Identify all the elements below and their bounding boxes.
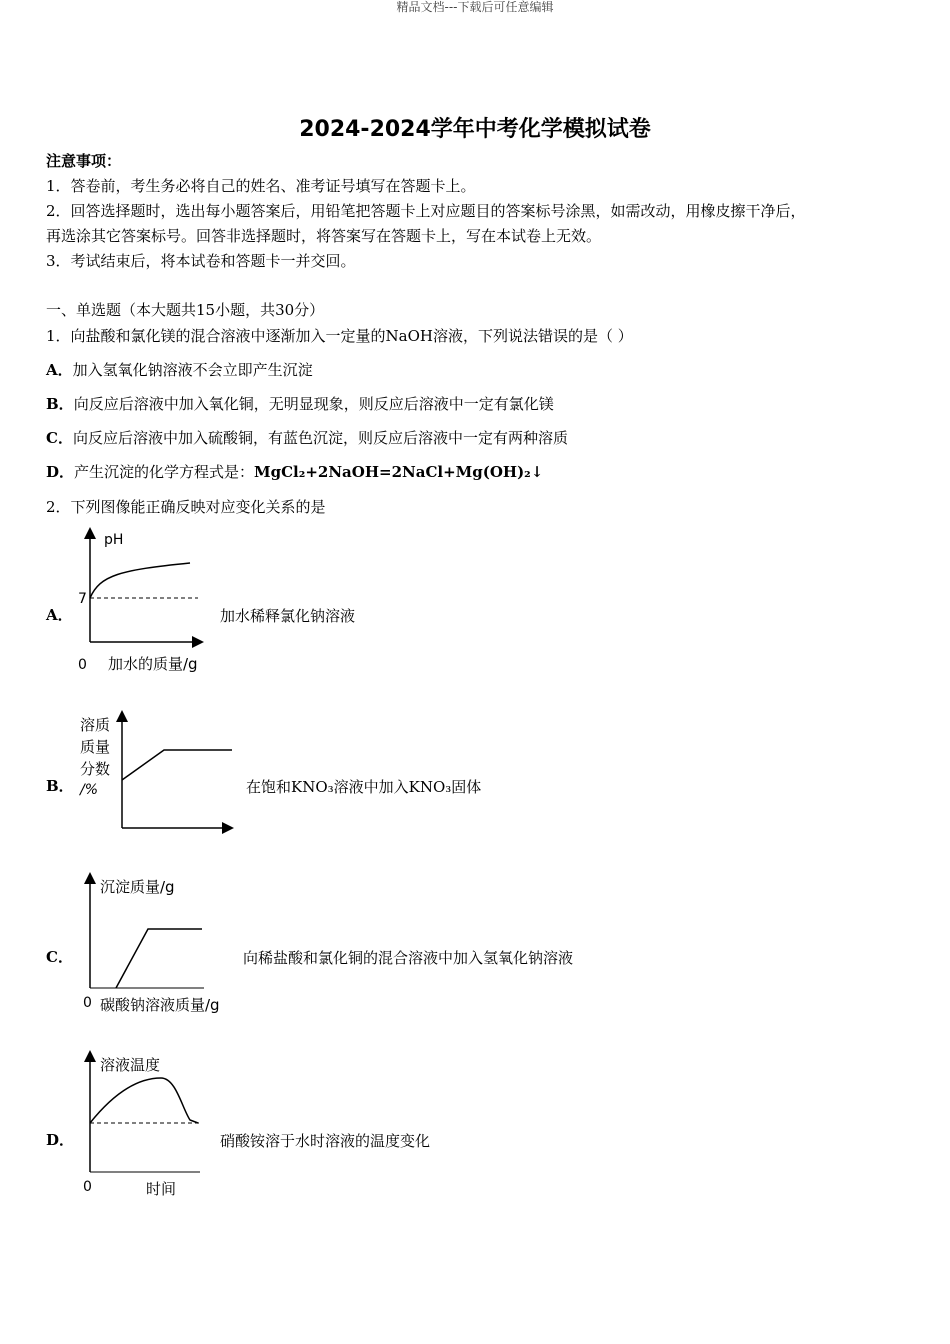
q2-stem: 2．下列图像能正确反映对应变化关系的是 bbox=[46, 498, 326, 516]
q1-option-a bbox=[46, 360, 313, 380]
q2-option-a-caption: 加水稀释氯化钠溶液 bbox=[220, 607, 356, 625]
x-axis-label: 碳酸钠溶液质量/g bbox=[100, 996, 220, 1014]
option-text: 产生沉淀的化学方程式是： bbox=[74, 463, 255, 481]
notice-item-2: 2．回答选择题时，选出每小题答案后，用铅笔把答题卡上对应题目的答案标号涂黑，如需改动，用橡皮擦干净后， bbox=[46, 202, 806, 220]
notice-heading: 注意事项： bbox=[46, 152, 122, 170]
ref-label: 7 bbox=[78, 591, 87, 607]
origin-label: 0 bbox=[83, 1179, 92, 1195]
y-axis-label-line-3: 分数 bbox=[80, 760, 111, 778]
option-text: 加入氢氧化钠溶液不会立即产生沉淀 bbox=[72, 361, 313, 379]
option-letter: B． bbox=[46, 395, 74, 413]
chemical-equation: MgCl₂+2NaOH=2NaCl+Mg(OH)₂↓ bbox=[254, 463, 544, 481]
origin-label: 0 bbox=[78, 657, 87, 673]
q1-option-c bbox=[46, 428, 568, 448]
q1-option-b bbox=[46, 394, 554, 414]
y-axis-label: pH bbox=[104, 532, 124, 548]
option-text: 向反应后溶液中加入硫酸铜，有蓝色沉淀，则反应后溶液中一定有两种溶质 bbox=[72, 429, 568, 447]
page-header: 精品文档---下载后可任意编辑 bbox=[396, 0, 554, 14]
q2-option-d-caption: 硝酸铵溶于水时溶液的温度变化 bbox=[220, 1132, 431, 1150]
q2-option-b-letter: B． bbox=[46, 777, 74, 795]
y-axis-label-line-4: /% bbox=[80, 782, 99, 798]
q2-graph-d bbox=[76, 1048, 221, 1203]
section-heading: 一、单选题（本大题共15小题，共30分） bbox=[46, 301, 325, 319]
y-axis-label-line-1: 溶质 bbox=[80, 716, 111, 734]
q2-graph-a bbox=[70, 525, 220, 680]
q1-stem: 1．向盐酸和氯化镁的混合溶液中逐渐加入一定量的NaOH溶液，下列说法错误的是（ ） bbox=[46, 327, 633, 345]
curve bbox=[90, 1078, 198, 1123]
notice-item-2-cont: 再选涂其它答案标号。回答非选择题时，将答案写在答题卡上，写在本试卷上无效。 bbox=[46, 227, 602, 245]
q2-graph-b bbox=[76, 708, 236, 838]
q2-option-c-caption: 向稀盐酸和氯化铜的混合溶液中加入氢氧化钠溶液 bbox=[243, 949, 574, 967]
x-axis-label: 加水的质量/g bbox=[108, 655, 198, 673]
option-letter: D． bbox=[46, 463, 75, 481]
curve bbox=[90, 563, 190, 598]
origin-label: 0 bbox=[83, 995, 92, 1011]
option-text: 向反应后溶液中加入氧化铜，无明显现象，则反应后溶液中一定有氯化镁 bbox=[73, 395, 554, 413]
exam-title: 2024-2024学年中考化学模拟试卷 bbox=[299, 117, 651, 142]
option-letter: A． bbox=[46, 361, 73, 379]
y-axis-label-line-2: 质量 bbox=[80, 738, 111, 756]
option-letter: C． bbox=[46, 429, 73, 447]
q2-option-c-letter: C． bbox=[46, 948, 73, 966]
curve bbox=[116, 929, 202, 988]
q2-option-a-letter: A． bbox=[46, 606, 73, 624]
q2-option-b-caption: 在饱和KNO₃溶液中加入KNO₃固体 bbox=[246, 778, 482, 796]
x-axis-label: 时间 bbox=[146, 1180, 177, 1198]
q1-option-d bbox=[46, 462, 543, 482]
y-axis-label: 溶液温度 bbox=[100, 1056, 161, 1074]
y-axis-label: 沉淀质量/g bbox=[100, 878, 175, 896]
q2-graph-c bbox=[76, 870, 241, 1018]
notice-item-1: 1．答卷前，考生务必将自己的姓名、准考证号填写在答题卡上。 bbox=[46, 177, 476, 195]
notice-item-3: 3．考试结束后，将本试卷和答题卡一并交回。 bbox=[46, 252, 356, 270]
curve bbox=[122, 750, 232, 780]
q2-option-d-letter: D． bbox=[46, 1131, 75, 1149]
